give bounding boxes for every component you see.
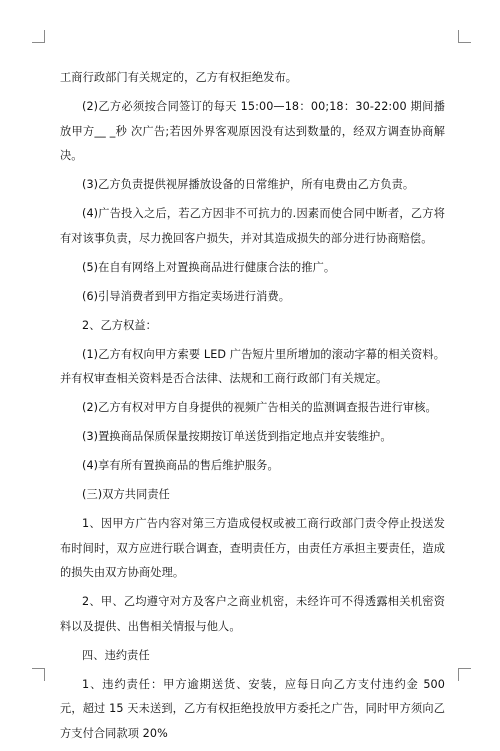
crop-mark-top-left: [32, 30, 45, 43]
paragraph-item-6-guidance: (6)引导消费者到甲方指定卖场进行消费。: [82, 289, 291, 303]
section-heading-party-b-rights: 2、乙方权益：: [82, 318, 157, 332]
crop-mark-top-right: [458, 30, 471, 43]
paragraph-rights-1: (1)乙方有权向甲方索要 LED 广告短片里所增加的滚动字幕的相关资料。并有权审查相关资料是否合法律、法规和工商行政部门有关规定。: [60, 347, 445, 385]
section-heading-joint-responsibility: (三)双方共同责任: [82, 488, 170, 501]
section-heading-breach-liability: 四、违约责任: [82, 648, 150, 662]
paragraph-rights-3: (3)置换商品保质保量按期按订单送货到指定地点并安装维护。: [82, 430, 392, 443]
paragraph-continuation: 工商行政部门有关规定的，乙方有权拒绝发布。: [60, 71, 298, 84]
crop-mark-bottom-right: [458, 668, 471, 681]
paragraph-rights-2: (2)乙方有权对甲方自身提供的视频广告相关的监测调查报告进行审核。: [82, 401, 437, 414]
paragraph-item-5-promotion: (5)在自有网络上对置换商品进行健康合法的推广。: [82, 260, 336, 274]
paragraph-joint-2: 2、甲、乙均遵守对方及客户之商业机密，未经许可不得透露相关机密资料以及提供、出售相关情报与他人。: [60, 595, 445, 633]
paragraph-item-4-interruption: (4)广告投入之后，若乙方因非不可抗力的.因素而使合同中断者，乙方将有对该事负责，尽力挽回客户损失，并对其造成损失的部分进行协商赔偿。: [60, 207, 445, 245]
paragraph-item-2-broadcast: (2)乙方必须按合同签订的每天 15:00—18：00;18：30-22:00 期间播放甲方__ _秒 次广告;若因外界客观原因没有达到数量的，经双方调查协商解决。: [60, 100, 445, 162]
paragraph-rights-4: (4)享有所有置换商品的售后维护服务。: [82, 459, 279, 472]
paragraph-joint-1: 1、因甲方广告内容对第三方造成侵权或被工商行政部门责令停止投送发布时间时，双方应进行联合调查，查明责任方，由责任方承担主要责任，造成的损失由双方协商处理。: [60, 517, 445, 579]
paragraph-item-3-maintenance: (3)乙方负责提供视屏播放设备的日常维护，所有电费由乙方负责。: [82, 178, 415, 191]
paragraph-breach-1: 1、违约责任：甲方逾期送货、安装，应每日向乙方支付违约金 500 元，超过 15 天未送到，乙方有权拒绝投放甲方委托之广告，同时甲方须向乙方支付合同款项 20%: [60, 677, 445, 740]
document-body: [60, 66, 445, 751]
crop-mark-bottom-left: [32, 668, 45, 681]
